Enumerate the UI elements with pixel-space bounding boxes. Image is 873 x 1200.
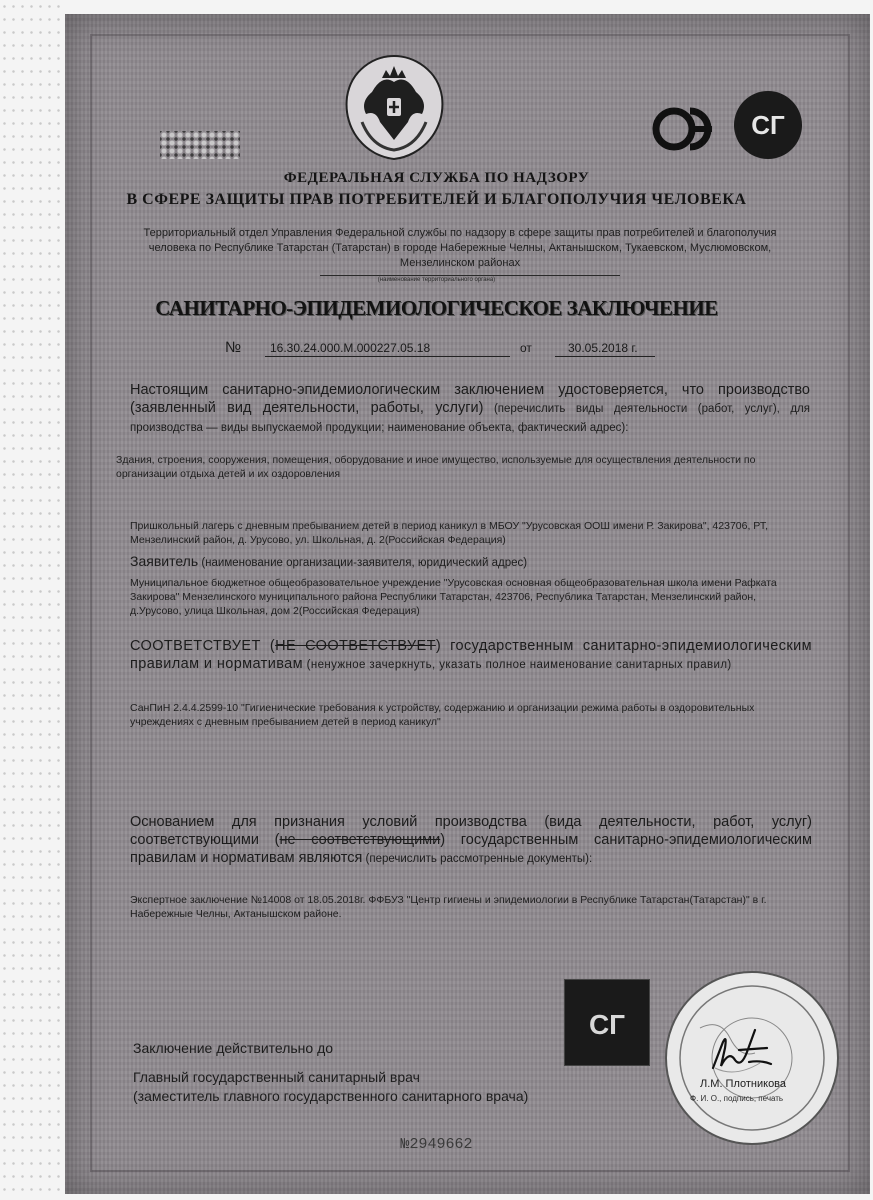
sanitary-stamp-icon: [565, 980, 649, 1065]
department-underline: [320, 275, 620, 276]
guilloche-ornament: [160, 131, 240, 159]
compliance-statement: [130, 637, 812, 674]
applicant-note: (наименование организации-заявителя, юридический адрес): [198, 557, 528, 569]
agency-name-line2: В СФЕРЕ ЗАЩИТЫ ПРАВ ПОТРЕБИТЕЛЕЙ И БЛАГОПОЛУЧИЯ ЧЕЛОВЕКА: [126, 191, 747, 208]
basis-paragraph: [130, 813, 812, 868]
intro-text: Настоящим санитарно-эпидемиологическим заключением удостоверяется, что производство (заявленный вид деятельности, работы, услуги): [130, 382, 810, 416]
number-underline: [265, 356, 510, 357]
applicant-details: Муниципальное бюджетное общеобразовательное учреждение "Урусовская основная общеобразовательная школа имени Рафката Закирова" Мензелинского муниципального района Республики Татарстан, 423706, Республика Татарстан, Мензелинский район, д.Урусово, улица Школьная, дом 2(Российская Федерация): [130, 577, 777, 617]
basis-struck: не соответствующими: [279, 832, 441, 848]
agency-name-line1: ФЕДЕРАЛЬНАЯ СЛУЖБА ПО НАДЗОРУ: [283, 170, 590, 186]
intro-paragraph: [130, 381, 810, 437]
chief-doctor-title: Главный государственный санитарный врач: [133, 1069, 420, 1085]
badge-mark: СГ: [751, 110, 785, 140]
date-underline: [555, 356, 655, 357]
stamp-mark: СГ: [588, 1009, 626, 1040]
department-caption: (наименование территориального органа): [377, 277, 496, 283]
compliance-rest: ) государственным санитарно-эпидемиологическим правилам и нормативам: [130, 638, 812, 672]
signer-caption: Ф. И. О., подпись, печать: [690, 1094, 784, 1103]
signer-name: Л.М. Плотникова: [700, 1078, 787, 1090]
basis-text2: ) государственным санитарно-эпидемиологическим правилам и нормативам являются: [130, 832, 812, 866]
basis-text1: Основанием для признания условий производства (вида деятельности, работ, услуг) соответствующими (: [130, 814, 812, 848]
territorial-department: Территориальный отдел Управления Федеральной службы по надзору в сфере защиты прав потребителей и благополучия человека по Республике Татарстан (Татарстан) в городе Набережные Челны, Актанышском, Тукаевском, Муслюмовском, Мензелинском районах: [143, 227, 777, 269]
certificate-date: 30.05.2018 г.: [568, 341, 638, 355]
number-sign: №: [225, 339, 242, 356]
certification-badge-icon: [733, 90, 803, 160]
document-title: САНИТАРНО-ЭПИДЕМИОЛОГИЧЕСКОЕ ЗАКЛЮЧЕНИЕ: [155, 296, 718, 320]
certificate-number: 16.30.24.000.М.000227.05.18: [270, 341, 431, 355]
coat-of-arms-emblem-icon: [342, 52, 447, 162]
applicant-heading: [130, 553, 527, 569]
sanitary-rules: СанПиН 2.4.4.2599-10 "Гигиенические требования к устройству, содержанию и организации режима работы в оздоровительных учреждениях с дневным пребыванием детей в период каникул": [130, 702, 755, 728]
compliance-note: (ненужное зачеркнуть, указать полное наименование санитарных правил): [303, 659, 732, 671]
object-description: Пришкольный лагерь с дневным пребыванием детей в период каникул в МБОУ "Урусовская ООШ имени Р. Закирова", 423706, РТ, Мензелинский район, д. Урусово, ул. Школьная, д. 2(Российская Федерация): [130, 520, 768, 546]
activity-description: Здания, строения, сооружения, помещения, оборудование и иное имущество, используемые для осуществления деятельности по организации отдыха детей и их оздоровления: [116, 454, 756, 480]
compliance-struck: НЕ СООТВЕТСТВУЕТ: [275, 638, 436, 654]
expert-conclusion: Экспертное заключение №14008 от 18.05.2018г. ФФБУЗ "Центр гигиены и эпидемиологии в Республике Татарстан(Татарстан)" в г. Набережные Челны, Актанышском районе.: [130, 894, 767, 920]
intro-note: (перечислить виды деятельности (работ, услуг), для производства — виды выпускаемой продукции; наименование объекта, фактический адрес):: [130, 403, 810, 434]
valid-until-label: Заключение действительно до: [133, 1040, 334, 1056]
form-serial-number: №2949662: [400, 1136, 473, 1153]
basis-note: (перечислить рассмотренные документы):: [362, 853, 593, 865]
date-label: от: [520, 341, 532, 355]
signature-icon: [705, 1020, 775, 1080]
deputy-doctor-title: (заместитель главного государственного санитарного врача): [133, 1088, 529, 1104]
applicant-label: Заявитель: [130, 553, 199, 569]
sanitary-mark-logo-icon: [650, 98, 726, 160]
compliance-word: СООТВЕТСТВУЕТ (: [130, 638, 276, 654]
